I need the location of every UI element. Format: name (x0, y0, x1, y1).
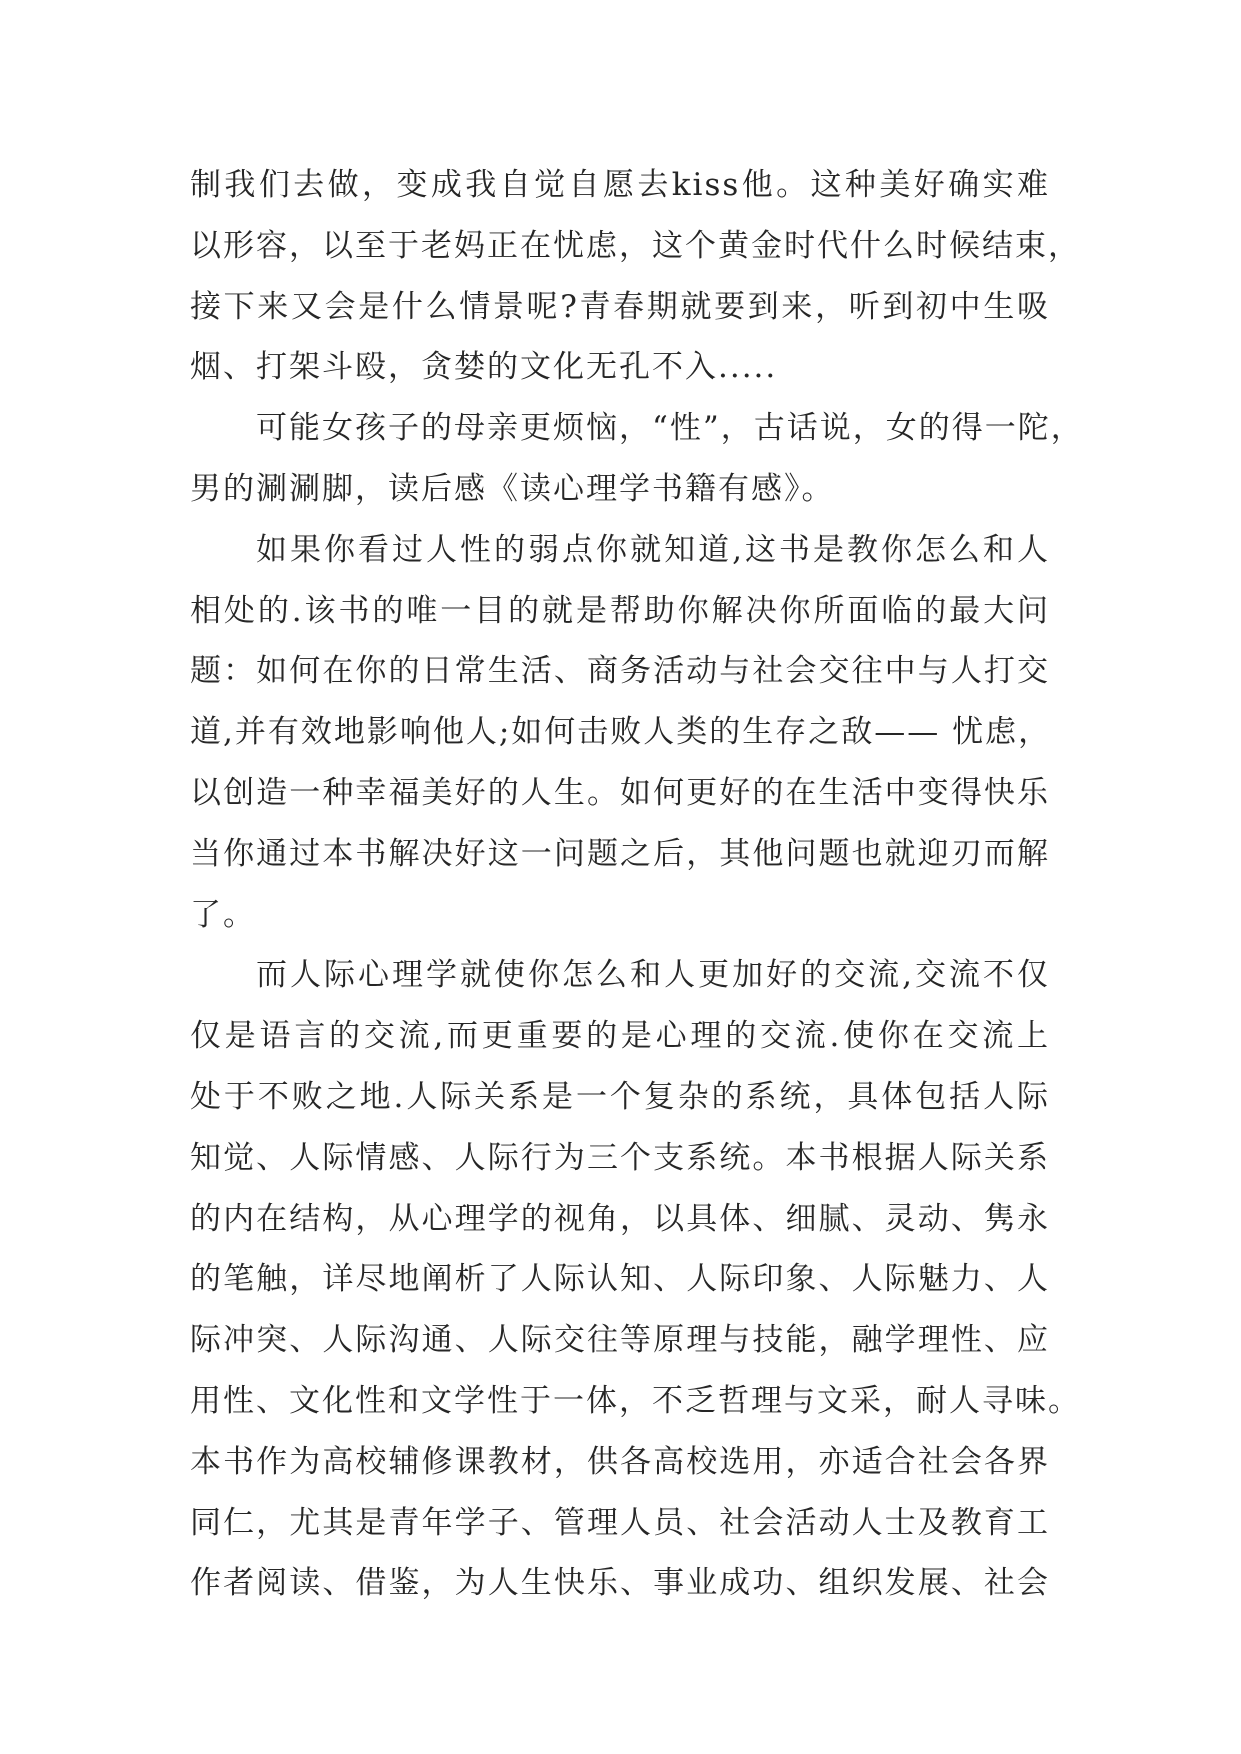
text-line: 用性、文化性和文学性于一体，不乏哲理与文采，耐人寻味。 (190, 1382, 1081, 1419)
text-line: 同仁，尤其是青年学子、管理人员、社会活动人士及教育工 (190, 1504, 1050, 1541)
text-line: 制我们去做，变成我自觉自愿去kiss他。这种美好确实难 (190, 167, 1050, 203)
text-line: 如果你看过人性的弱点你就知道,这书是教你怎么和人 (256, 531, 1050, 568)
text-line: 以形容，以至于老妈正在忧虑，这个黄金时代什么时候结束， (190, 227, 1081, 264)
text-line: 当你通过本书解决好这一问题之后，其他问题也就迎刃而解 (190, 835, 1050, 872)
text-line: 知觉、人际情感、人际行为三个支系统。本书根据人际关系 (190, 1139, 1050, 1176)
text-line: 的笔触，详尽地阐析了人际认知、人际印象、人际魅力、人 (190, 1261, 1050, 1298)
text-line: 相处的.该书的唯一目的就是帮助你解决你所面临的最大问 (190, 592, 1050, 629)
text-line: 接下来又会是什么情景呢?青春期就要到来，听到初中生吸 (190, 288, 1050, 325)
text-line: 本书作为高校辅修课教材，供各高校选用，亦适合社会各界 (190, 1443, 1050, 1480)
text-line: 了。 (190, 896, 256, 933)
text-line: 烟、打架斗殴，贪婪的文化无孔不入..... (190, 349, 778, 386)
document-body (190, 155, 1084, 1614)
text-line: 而人际心理学就使你怎么和人更加好的交流,交流不仅 (256, 957, 1050, 994)
text-line: 道,并有效地影响他人;如何击败人类的生存之敌—— 忧虑， (190, 714, 1052, 751)
text-line: 处于不败之地.人际关系是一个复杂的系统，具体包括人际 (190, 1078, 1050, 1115)
text-line: 男的涮涮脚，读后感《读心理学书籍有感》。 (190, 470, 835, 507)
text-line: 题：如何在你的日常生活、商务活动与社会交往中与人打交 (190, 653, 1050, 690)
text-line: 可能女孩子的母亲更烦恼，“性”，古话说，女的得一陀， (256, 410, 1084, 447)
text-line: 仅是语言的交流,而更重要的是心理的交流.使你在交流上 (190, 1018, 1050, 1055)
text-line: 以创造一种幸福美好的人生。如何更好的在生活中变得快乐 (190, 774, 1050, 811)
text-line: 作者阅读、借鉴，为人生快乐、事业成功、组织发展、社会 (190, 1565, 1050, 1602)
text-line: 的内在结构，从心理学的视角，以具体、细腻、灵动、隽永 (190, 1200, 1050, 1237)
text-line: 际冲突、人际沟通、人际交往等原理与技能，融学理性、应 (190, 1322, 1050, 1359)
